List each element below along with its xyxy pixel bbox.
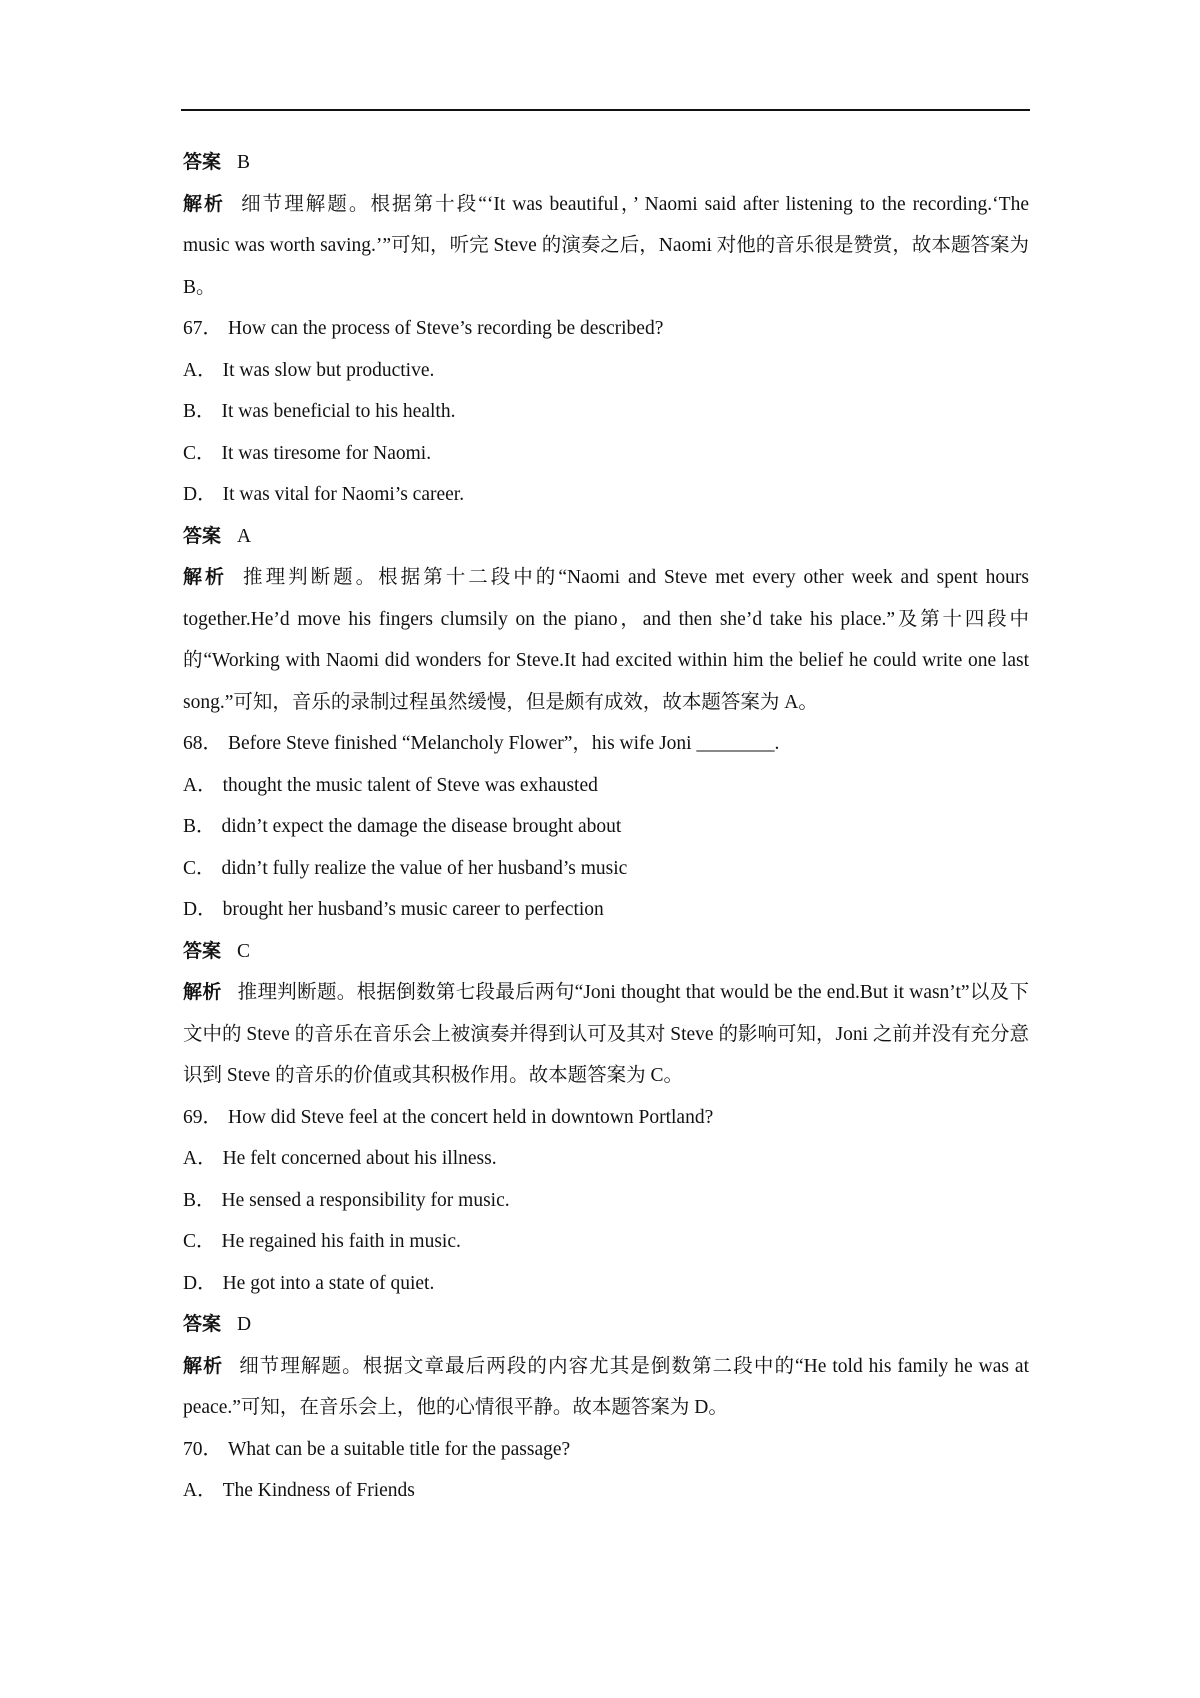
question-number: 70． xyxy=(183,1438,223,1460)
answer-label: 答案 xyxy=(183,151,222,173)
option-text: didn’t expect the damage the disease brought about xyxy=(221,816,622,837)
option-letter: A． xyxy=(183,1148,217,1169)
option-line xyxy=(183,433,1029,475)
option-letter: B． xyxy=(183,1189,216,1211)
question-text: How did Steve feel at the concert held in downtown Portland? xyxy=(228,1106,714,1128)
option-text: It was vital for Naomi’s career. xyxy=(222,484,465,505)
analysis-text: 推理判断题。根据倒数第七段最后两句“Joni thought that would be the end.But it wasn’t”以及下文中的 Steve 的音乐在音乐会上被演奏并得到认可及其对 Steve 的影响可知，Joni 之前并没有充分意识到 Steve 的音乐的价值或其积极作用。故本题答案为 C。 xyxy=(183,982,1029,1086)
analysis-paragraph xyxy=(183,184,1029,309)
option-letter: C． xyxy=(183,857,216,879)
answer-line xyxy=(183,516,1029,558)
option-line xyxy=(183,1180,1029,1222)
analysis-paragraph xyxy=(183,557,1029,723)
option-line xyxy=(183,889,1029,931)
analysis-label: 解析 xyxy=(183,1354,224,1377)
option-line xyxy=(183,1138,1029,1180)
option-letter: D． xyxy=(183,484,217,505)
analysis-label: 解析 xyxy=(183,981,222,1003)
header-rule xyxy=(181,109,1030,111)
question-number: 69． xyxy=(183,1106,223,1128)
analysis-label: 解析 xyxy=(183,566,228,588)
option-line xyxy=(183,1221,1029,1263)
option-text: didn’t fully realize the value of her husband’s music xyxy=(221,857,628,879)
option-text: He sensed a responsibility for music. xyxy=(221,1189,510,1211)
option-letter: D． xyxy=(183,899,217,920)
option-letter: D． xyxy=(183,1272,217,1294)
analysis-paragraph xyxy=(183,972,1029,1097)
option-text: It was tiresome for Naomi. xyxy=(221,442,432,464)
analysis-text: 细节理解题。根据文章最后两段的内容尤其是倒数第二段中的“He told his family he was at peace.”可知，在音乐会上，他的心情很平静。故本题答案为 D。 xyxy=(183,1355,1029,1418)
option-line xyxy=(183,1470,1029,1512)
answer-label: 答案 xyxy=(183,1313,222,1335)
question-number: 68． xyxy=(183,733,223,754)
answer-label: 答案 xyxy=(183,524,222,547)
option-text: He got into a state of quiet. xyxy=(222,1272,435,1294)
option-line xyxy=(183,806,1029,848)
option-text: It was slow but productive. xyxy=(222,359,435,381)
answer-value: D xyxy=(237,1314,252,1335)
option-line xyxy=(183,1263,1029,1305)
option-letter: A． xyxy=(183,359,217,381)
option-letter: B． xyxy=(183,401,216,422)
option-text: He felt concerned about his illness. xyxy=(222,1148,497,1169)
analysis-text: 推理判断题。根据第十二段中的“Naomi and Steve met every other week and spent hours together.He’d move his fingers clumsily on the piano，and then she’d take his place.”及第十四段中的“Working with Naomi did wonders for Steve.It had excited within him the belief he could write one last song.”可知，音乐的录制过程虽然缓慢，但是颇有成效，故本题答案为 A。 xyxy=(183,567,1029,713)
question-line xyxy=(183,308,1029,350)
option-line xyxy=(183,391,1029,433)
option-letter: B． xyxy=(183,816,216,837)
analysis-label: 解析 xyxy=(183,192,226,215)
option-line xyxy=(183,848,1029,890)
option-letter: A． xyxy=(183,774,217,796)
question-text: What can be a suitable title for the passage? xyxy=(228,1438,571,1460)
answer-value: B xyxy=(237,152,251,173)
option-text: He regained his faith in music. xyxy=(221,1231,461,1252)
answer-line xyxy=(183,1304,1029,1346)
option-letter: A． xyxy=(183,1480,217,1501)
answer-value: A xyxy=(237,525,252,547)
option-line xyxy=(183,474,1029,516)
option-letter: C． xyxy=(183,442,216,464)
analysis-paragraph xyxy=(183,1346,1029,1429)
question-line xyxy=(183,1429,1029,1471)
answer-value: C xyxy=(237,940,251,962)
option-line xyxy=(183,765,1029,807)
option-line xyxy=(183,350,1029,392)
question-text: Before Steve finished “Melancholy Flower”，his wife Joni ________. xyxy=(228,733,780,754)
answer-line xyxy=(183,931,1029,973)
question-line xyxy=(183,1097,1029,1139)
option-text: It was beneficial to his health. xyxy=(221,401,456,422)
option-text: brought her husband’s music career to perfection xyxy=(222,899,604,920)
option-text: The Kindness of Friends xyxy=(222,1480,415,1501)
analysis-text: 细节理解题。根据第十段“‘It was beautiful，’ Naomi said after listening to the recording.‘The music was worth saving.’”可知，听完 Steve 的演奏之后，Naomi 对他的音乐很是赞赏，故本题答案为 B。 xyxy=(183,193,1029,298)
answer-label: 答案 xyxy=(183,939,222,962)
option-text: thought the music talent of Steve was exhausted xyxy=(222,774,598,796)
document-body xyxy=(183,142,1029,1512)
question-number: 67． xyxy=(183,318,223,339)
question-text: How can the process of Steve’s recording be described? xyxy=(228,318,664,339)
question-line xyxy=(183,723,1029,765)
option-letter: C． xyxy=(183,1231,216,1252)
answer-line xyxy=(183,142,1029,184)
